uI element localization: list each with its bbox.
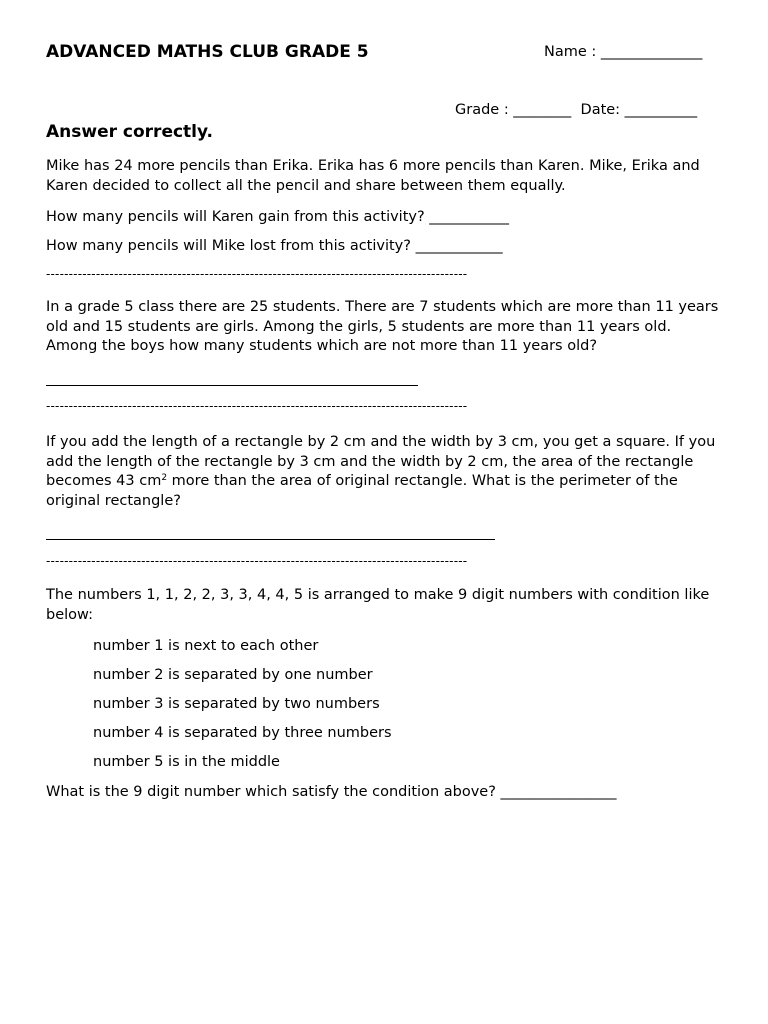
name-field: Name : ______________ [544,44,703,60]
question-3-text [46,433,726,511]
question-4-question: What is the 9 digit number which satisfy the condition above? ________________ [46,784,617,800]
worksheet-title: ADVANCED MATHS CLUB GRADE 5 [46,42,369,62]
question-4-intro: The numbers 1, 1, 2, 2, 3, 3, 4, 4, 5 is arranged to make 9 digit numbers with condition like below: [46,587,710,623]
question-3-text-after: more than the area of original rectangle. What is the perimeter of the original rectangle? [46,473,678,509]
question-1-text: Mike has 24 more pencils than Erika. Erika has 6 more pencils than Karen. Mike, Erika and Karen decided to collect all the pencil and share between them equally. [46,158,700,194]
answer-line [46,385,418,386]
condition-item: number 2 is separated by one number [93,667,373,683]
section-divider: --------------------------------------------------------------------------------------------- [46,554,468,568]
question-1a: How many pencils will Karen gain from this activity? ___________ [46,209,510,225]
answer-line [46,539,495,540]
question-1b: How many pencils will Mike lost from this activity? ____________ [46,238,503,254]
section-divider: --------------------------------------------------------------------------------------------- [46,399,468,413]
question-3-text-before: If you add the length of a rectangle by 2 cm and the width by 3 cm, you get a square. If you add the length of the rectangle by 3 cm and the width by 2 cm, the area of the rectangle becomes 43 cm [46,434,716,489]
question-2-text: In a grade 5 class there are 25 students. There are 7 students which are more than 11 years old and 15 students are girls. Among the girls, 5 students are more than 11 years old. Among the boys how many students which are not more than 11 years old? [46,299,719,354]
superscript-two: 2 [161,473,168,483]
condition-item: number 1 is next to each other [93,638,319,654]
condition-item: number 3 is separated by two numbers [93,696,380,712]
grade-date-field: Grade : ________ Date: __________ [455,102,698,118]
condition-item: number 5 is in the middle [93,754,280,770]
section-divider: --------------------------------------------------------------------------------------------- [46,267,468,281]
condition-item: number 4 is separated by three numbers [93,725,392,741]
instruction-heading: Answer correctly. [46,122,213,142]
